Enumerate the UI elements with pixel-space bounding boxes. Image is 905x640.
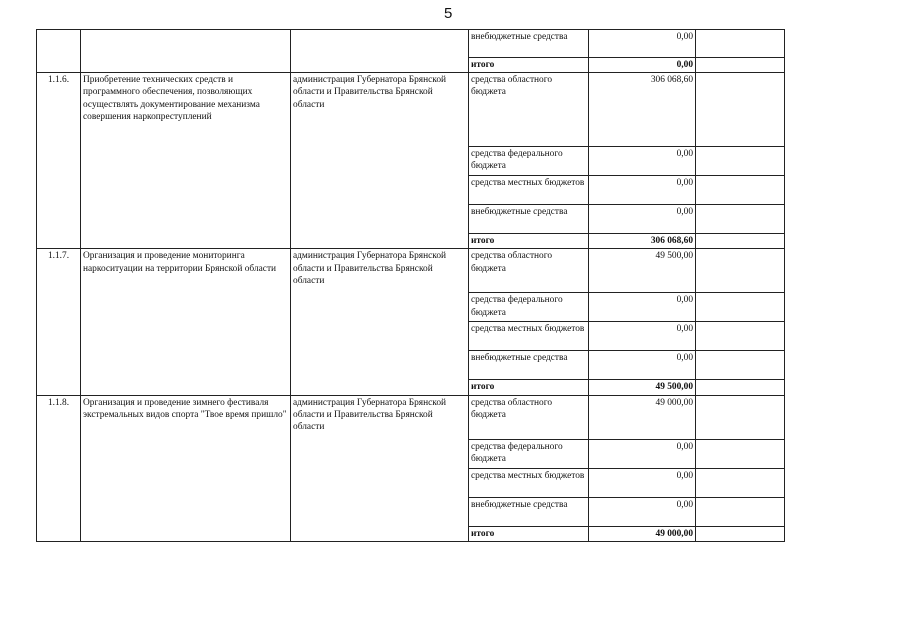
amount-cell: 49 500,00 [589,249,696,293]
funding-source-cell: средства местных бюджетов [469,176,589,205]
total-label-cell: итого [469,526,589,541]
item-number: 1.1.8. [37,395,81,541]
empty-cell [696,30,785,58]
funding-source-cell: средства областного бюджета [469,73,589,147]
amount-cell: 0,00 [589,205,696,234]
amount-cell: 0,00 [589,176,696,205]
funding-source-cell: внебюджетные средства [469,30,589,58]
amount-cell: 306 068,60 [589,73,696,147]
table-row [37,395,785,439]
amount-cell: 0,00 [589,322,696,351]
total-amount-cell: 306 068,60 [589,234,696,249]
total-amount-cell: 49 500,00 [589,380,696,395]
amount-cell: 0,00 [589,439,696,468]
activity-cell: Приобретение технических средств и программного обеспечения, позволяющих осуществлять документирование механизма совершения наркопреступлений [81,73,291,249]
empty-cell [696,526,785,541]
total-amount-cell: 49 000,00 [589,526,696,541]
total-label-cell: итого [469,58,589,73]
funding-source-cell: средства федерального бюджета [469,293,589,322]
funding-source-cell: внебюджетные средства [469,351,589,380]
amount-cell: 0,00 [589,468,696,497]
amount-cell: 0,00 [589,497,696,526]
funding-source-cell: средства областного бюджета [469,395,589,439]
activity-cell: Организация и проведение зимнего фестиваля экстремальных видов спорта "Твое время пришло" [81,395,291,541]
amount-cell: 0,00 [589,351,696,380]
executor-cell: администрация Губернатора Брянской области и Правительства Брянской области [291,395,469,541]
item-number: 1.1.6. [37,73,81,249]
empty-cell [696,351,785,380]
empty-cell [696,293,785,322]
empty-cell [696,176,785,205]
amount-cell: 0,00 [589,30,696,58]
funding-source-cell: средства местных бюджетов [469,468,589,497]
num-cell [37,30,81,73]
activity-cell: Организация и проведение мониторинга наркоситуации на территории Брянской области [81,249,291,395]
empty-cell [696,395,785,439]
executor-cell [291,30,469,73]
item-number: 1.1.7. [37,249,81,395]
empty-cell [696,322,785,351]
empty-cell [696,380,785,395]
table-row [37,249,785,293]
amount-cell: 0,00 [589,293,696,322]
funding-source-cell: средства федерального бюджета [469,147,589,176]
funding-source-cell: средства областного бюджета [469,249,589,293]
executor-cell: администрация Губернатора Брянской области и Правительства Брянской области [291,73,469,249]
total-label-cell: итого [469,234,589,249]
total-label-cell: итого [469,380,589,395]
amount-cell: 0,00 [589,147,696,176]
funding-source-cell: внебюджетные средства [469,497,589,526]
table-row [37,73,785,147]
activity-cell [81,30,291,73]
empty-cell [696,58,785,73]
funding-source-cell: внебюджетные средства [469,205,589,234]
empty-cell [696,205,785,234]
empty-cell [696,147,785,176]
empty-cell [696,468,785,497]
empty-cell [696,439,785,468]
empty-cell [696,249,785,293]
table-row [37,30,785,58]
budget-table [36,29,785,542]
empty-cell [696,73,785,147]
empty-cell [696,234,785,249]
total-amount-cell: 0,00 [589,58,696,73]
funding-source-cell: средства федерального бюджета [469,439,589,468]
executor-cell: администрация Губернатора Брянской области и Правительства Брянской области [291,249,469,395]
amount-cell: 49 000,00 [589,395,696,439]
funding-source-cell: средства местных бюджетов [469,322,589,351]
empty-cell [696,497,785,526]
page-number: 5 [444,5,453,22]
